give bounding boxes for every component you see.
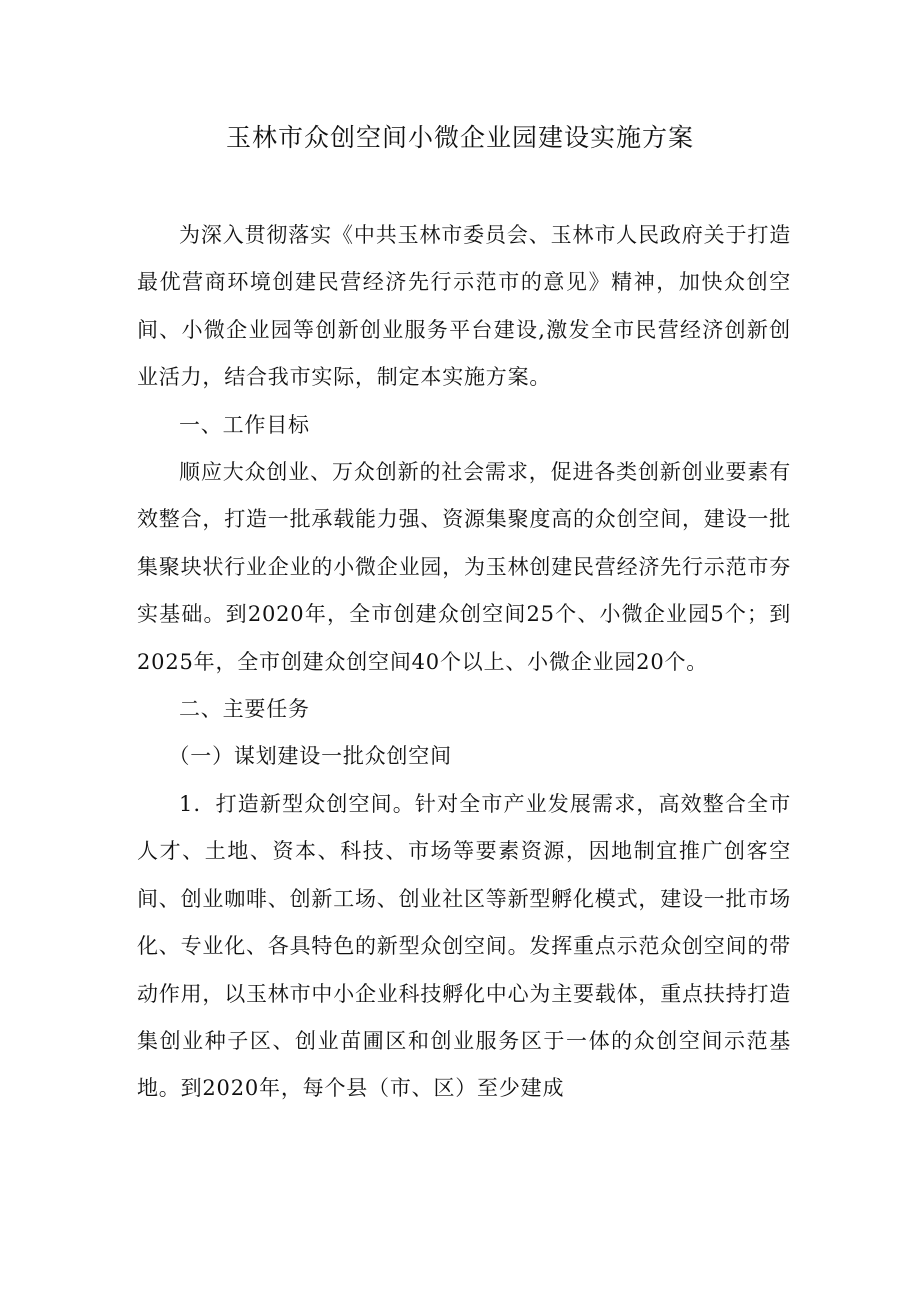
subsection-heading-maker-spaces: （一）谋划建设一批众创空间 xyxy=(168,744,452,769)
maker-spaces-paragraph: 1．打造新型众创空间。针对全市产业发展需求，高效整合全市人才、土地、资本、科技、市场等要素资源，因地制宜推广创客空间、创业咖啡、创新工场、创业社区等新型孵化模式，建设一批市场化、专业化、各具特色的新型众创空间。发挥重点示范众创空间的带动作用，以玉林市中小企业科技孵化中心为主要载体，重点扶持打造集创业种子区、创业苗圃区和创业服务区于一体的众创空间示范基地。到2020年，每个县（市、区）至少建成 xyxy=(137,791,791,1101)
section-heading-work-goals: 一、工作目标 xyxy=(179,412,310,437)
document-body xyxy=(137,212,791,1113)
intro-paragraph: 为深入贯彻落实《中共玉林市委员会、玉林市人民政府关于打造最优营商环境创建民营经济先行示范市的意见》精神，加快众创空间、小微企业园等创新创业服务平台建设,激发全市民营经济创新创业活力，结合我市实际，制定本实施方案。 xyxy=(137,223,791,390)
work-goals-paragraph: 顺应大众创业、万众创新的社会需求，促进各类创新创业要素有效整合，打造一批承载能力强、资源集聚度高的众创空间，建设一批集聚块状行业企业的小微企业园，为玉林创建民营经济先行示范市夯实基础。到2020年，全市创建众创空间25个、小微企业园5个；到2025年，全市创建众创空间40个以上、小微企业园20个。 xyxy=(137,460,791,674)
section-heading-main-tasks: 二、主要任务 xyxy=(179,697,310,722)
document-title: 玉林市众创空间小微企业园建设实施方案 xyxy=(225,123,694,152)
